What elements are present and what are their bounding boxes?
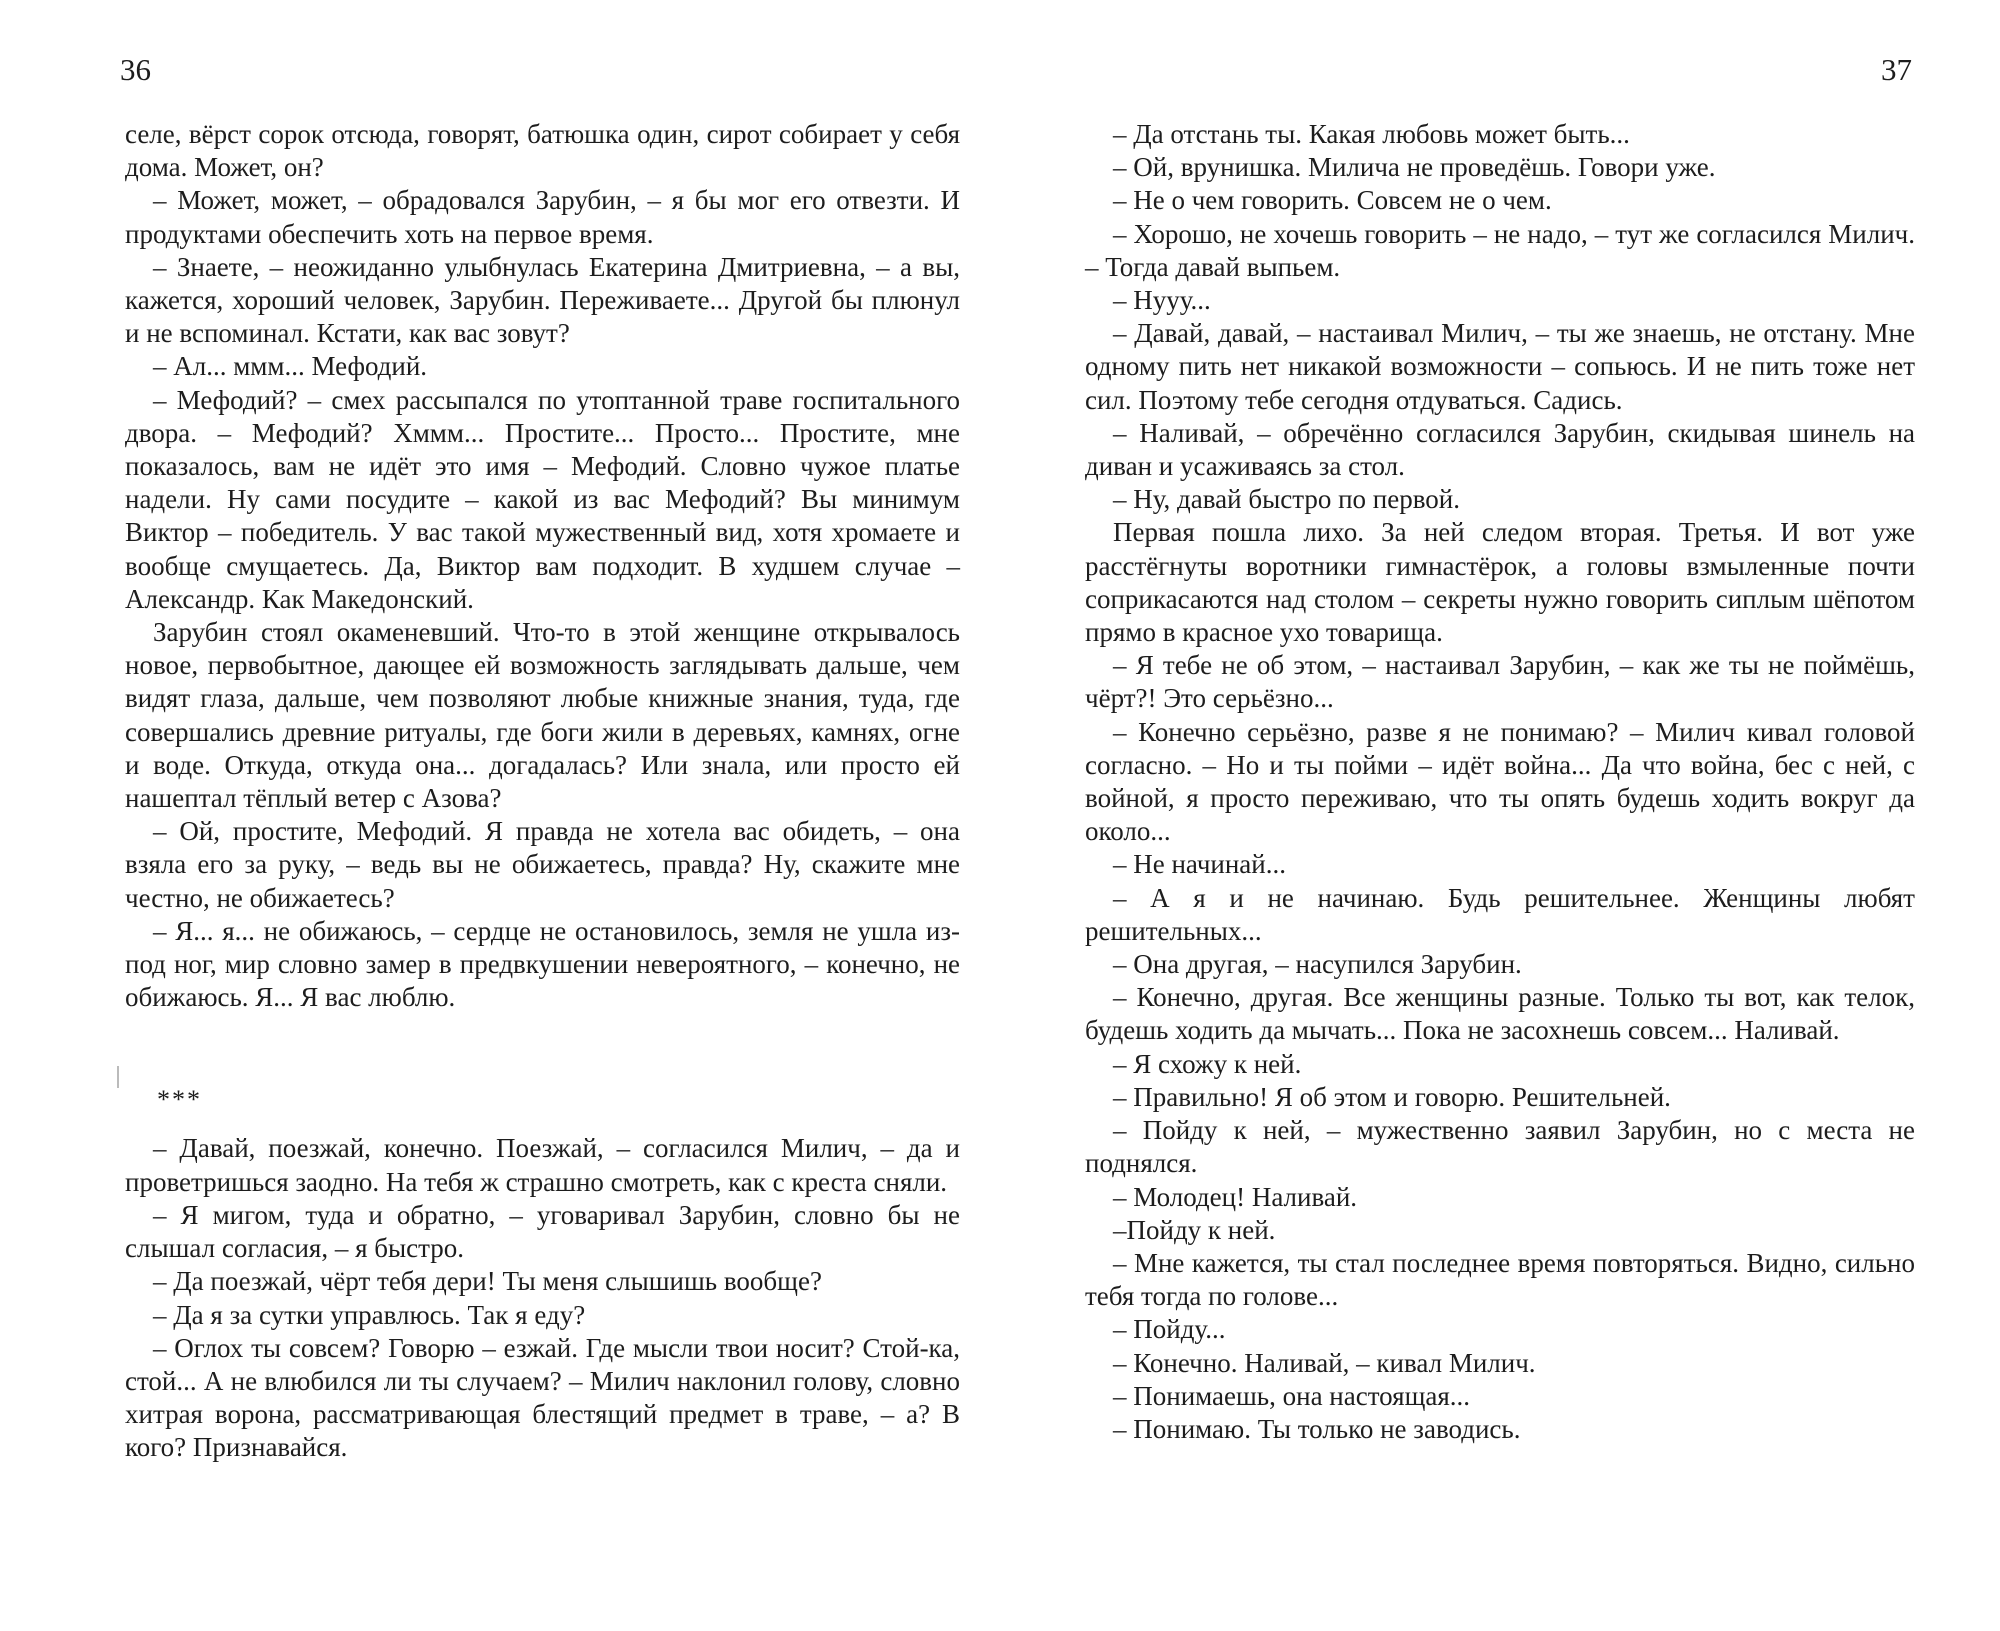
paragraph: – Да я за сутки управлюсь. Так я еду? (153, 1299, 586, 1330)
paragraph: – Мефодий? – смех рассыпался по утоптанной траве госпитального двора. – Мефодий? Хммм... Простите... Просто... Простите, мне показалось, вам не идёт это имя – Мефодий. Словно чужое платье надели. Ну сами посудите – какой из вас Мефодий? Вы минимум Виктор – победитель. У вас такой мужественный вид, хотя хромаете и вообще смущаетесь. Да, Виктор вам подходит. В худшем случае – Александр. Как Македонский. (125, 384, 960, 614)
paragraph: – Да поезжай, чёрт тебя дери! Ты меня слышишь вообще? (153, 1266, 822, 1297)
paragraph: – Давай, давай, – настаивал Милич, – ты же знаешь, не отстану. Мне одному пить нет никакой возможности – сопьюсь. И не пить тоже нет сил. Поэтому тебе сегодня отдуваться. Садись. (1085, 318, 1915, 415)
paragraph: – Оглох ты совсем? Говорю – езжай. Где мысли твои носит? Стой-ка, стой... А не влюбился ли ты случаем? – Милич наклонил голову, словно хитрая ворона, рассматривающая блестящий предмет в траве, – а? В кого? Признавайся. (125, 1332, 960, 1463)
section-separator: *** (157, 1085, 202, 1115)
paragraph: –Пойду к ней. (1113, 1214, 1276, 1245)
paragraph: – Знаете, – неожиданно улыбнулась Екатерина Дмитриевна, – а вы, кажется, хороший человек, Зарубин. Переживаете... Другой бы плюнул и не вспоминал. Кстати, как вас зовут? (125, 251, 960, 349)
paragraph: – Наливай, – обречённо согласился Зарубин, скидывая шинель на диван и усаживаясь за стол. (1085, 417, 1915, 482)
paragraph: – Она другая, – насупился Зарубин. (1113, 949, 1522, 980)
paragraph: – Молодец! Наливай. (1113, 1181, 1358, 1212)
paragraph: – Я мигом, туда и обратно, – уговаривал Зарубин, словно бы не слышал согласия, – я быстро. (125, 1199, 960, 1264)
paragraph: – Не о чем говорить. Совсем не о чем. (1113, 185, 1552, 216)
paragraph: – Да отстань ты. Какая любовь может быть... (1113, 119, 1630, 149)
paragraph: – Ой, врунишка. Милича не проведёшь. Говори уже. (1113, 152, 1716, 183)
paragraph: – Правильно! Я об этом и говорю. Решительней. (1113, 1081, 1671, 1112)
paragraph: – Конечно серьёзно, разве я не понимаю? – Милич кивал головой согласно. – Но и ты пойми – идёт война... Да что война, бес с ней, с войной, я просто переживаю, что ты опять будешь ходить вокруг да около... (1085, 716, 1915, 847)
paragraph: – А я и не начинаю. Будь решительнее. Женщины любят решительных... (1085, 882, 1915, 946)
paragraph: – Может, может, – обрадовался Зарубин, – я бы мог его отвезти. И продуктами обеспечить хоть на первое время. (125, 185, 960, 249)
paragraph: – Я тебе не об этом, – настаивал Зарубин, – как же ты не поймёшь, чёрт?! Это серьёзно... (1085, 650, 1915, 714)
paragraph: – Нууу... (1113, 285, 1211, 316)
paragraph: – Конечно. Наливай, – кивал Милич. (1113, 1347, 1536, 1378)
paragraph: – Понимаю. Ты только не заводись. (1113, 1413, 1521, 1444)
paragraph: – Я схожу к ней. (1113, 1048, 1302, 1079)
paragraph: – Конечно, другая. Все женщины разные. Только ты вот, как телок, будешь ходить да мычать... Пока не засохнешь совсем... Наливай. (1085, 982, 1915, 1046)
page-number-right: 37 (1881, 52, 1912, 87)
paragraph: – Пойду к ней, – мужественно заявил Зарубин, но с места не поднялся. (1085, 1115, 1915, 1179)
paragraph: – Хорошо, не хочешь говорить – не надо, – тут же согласился Милич. – Тогда давай выпьем. (1085, 218, 1915, 282)
paragraph: – Не начинай... (1113, 849, 1286, 880)
page-number-left: 36 (120, 52, 151, 87)
paragraph: – Ал... ммм... Мефодий. (153, 351, 428, 382)
margin-mark (117, 1066, 119, 1088)
left-page-text (125, 118, 960, 1465)
paragraph: Первая пошла лихо. За ней следом вторая. Третья. И вот уже расстёгнуты воротники гимнастёрок, а головы взмыленные почти соприкасаются над столом – секреты нужно говорить сиплым шёпотом прямо в красное ухо товарища. (1085, 517, 1915, 648)
paragraph: – Понимаешь, она настоящая... (1113, 1380, 1471, 1411)
paragraph: Зарубин стоял окаменевший. Что-то в этой женщине открывалось новое, первобытное, дающее ей возможность заглядывать дальше, чем видят глаза, дальше, чем позволяют любые книжные знания, туда, где совершались древние ритуалы, где боги жили в деревьях, камнях, огне и воде. Откуда, откуда она... догадалась? Или знала, или просто ей нашептал тёплый ветер с Азова? (125, 617, 960, 814)
paragraph: – Я... я... не обижаюсь, – сердце не остановилось, земля не ушла из-под ног, мир словно замер в предвкушении невероятного, – конечно, не обижаюсь. Я... Я вас люблю. (125, 915, 960, 1013)
paragraph: – Ну, давай быстро по первой. (1113, 484, 1460, 515)
paragraph: – Пойду... (1113, 1314, 1226, 1345)
paragraph: селе, вёрст сорок отсюда, говорят, батюшка один, сирот собирает у себя дома. Может, он? (125, 119, 960, 183)
paragraph: – Ой, простите, Мефодий. Я правда не хотела вас обидеть, – она взяла его за руку, – ведь вы не обижаетесь, правда? Ну, скажите мне честно, не обижаетесь? (125, 816, 960, 913)
paragraph: – Мне кажется, ты стал последнее время повторяться. Видно, сильно тебя тогда по голове... (1085, 1247, 1915, 1312)
paragraph: – Давай, поезжай, конечно. Поезжай, – согласился Милич, – да и проветришься заодно. На тебя ж страшно смотреть, как с креста сняли. (125, 1133, 960, 1197)
right-page-text (1085, 118, 1915, 1446)
